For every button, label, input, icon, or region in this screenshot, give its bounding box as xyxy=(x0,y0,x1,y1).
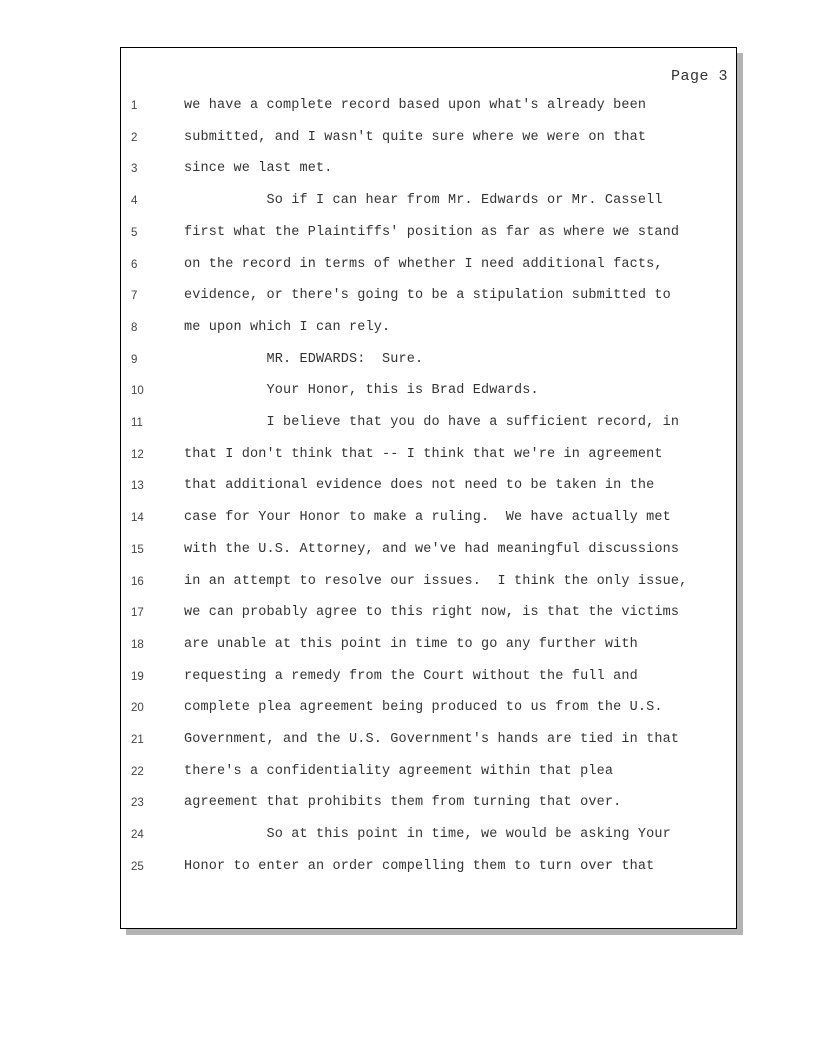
line-number: 15 xyxy=(131,543,144,556)
transcript-line xyxy=(121,415,731,435)
transcript-line xyxy=(121,510,731,530)
line-number: 20 xyxy=(131,702,144,715)
transcript-line xyxy=(121,352,731,372)
line-number: 9 xyxy=(131,353,138,366)
transcript-line xyxy=(121,98,731,118)
line-number: 21 xyxy=(131,734,144,746)
line-number: 7 xyxy=(131,290,138,303)
line-text: So if I can hear from Mr. Edwards or Mr. Cassell xyxy=(184,193,663,209)
transcript-line xyxy=(121,225,731,245)
line-number: 18 xyxy=(131,638,144,651)
line-text: we can probably agree to this right now, is that the victims xyxy=(184,605,680,621)
line-number: 2 xyxy=(131,131,138,144)
line-text: Your Honor, this is Brad Edwards. xyxy=(184,383,539,399)
transcript-line xyxy=(121,542,731,562)
line-number: 10 xyxy=(131,385,144,398)
line-text: in an attempt to resolve our issues. I think the only issue, xyxy=(184,573,688,589)
line-number: 1 xyxy=(131,100,138,112)
line-text: that additional evidence does not need to be taken in the xyxy=(184,478,655,494)
line-number: 17 xyxy=(131,607,144,620)
line-text: first what the Plaintiffs' position as far as where we stand xyxy=(184,224,680,240)
line-text: on the record in terms of whether I need additional facts, xyxy=(184,256,663,272)
line-number: 5 xyxy=(131,226,138,239)
line-number: 24 xyxy=(131,829,144,842)
line-number: 19 xyxy=(131,670,144,683)
line-text: complete plea agreement being produced to us from the U.S. xyxy=(184,700,663,716)
line-text: are unable at this point in time to go any further with xyxy=(184,636,638,652)
line-number: 11 xyxy=(131,417,143,429)
transcript-line xyxy=(121,257,731,277)
line-text: MR. EDWARDS: Sure. xyxy=(184,351,424,367)
transcript-line xyxy=(121,288,731,308)
line-text: submitted, and I wasn't quite sure where we were on that xyxy=(184,129,647,145)
line-number: 22 xyxy=(131,765,144,778)
transcript-line xyxy=(121,700,731,720)
transcript-line xyxy=(121,669,731,689)
line-number: 3 xyxy=(131,163,138,176)
transcript-line xyxy=(121,859,731,879)
transcript-line xyxy=(121,383,731,403)
transcript-line xyxy=(121,193,731,213)
transcript-line xyxy=(121,827,731,847)
line-number: 16 xyxy=(131,575,144,588)
line-number: 4 xyxy=(131,195,138,208)
line-text: So at this point in time, we would be asking Your xyxy=(184,827,671,843)
line-number: 23 xyxy=(131,797,144,810)
line-number: 6 xyxy=(131,258,138,271)
transcript-line xyxy=(121,574,731,594)
transcript-line xyxy=(121,130,731,150)
line-text: Honor to enter an order compelling them to turn over that xyxy=(184,858,655,874)
line-text: since we last met. xyxy=(184,161,333,177)
line-text: requesting a remedy from the Court without the full and xyxy=(184,668,638,684)
line-text: that I don't think that -- I think that we're in agreement xyxy=(184,446,663,462)
transcript-line xyxy=(121,637,731,657)
line-text: we have a complete record based upon what's already been xyxy=(184,98,647,113)
line-number: 13 xyxy=(131,480,144,493)
line-number: 25 xyxy=(131,860,144,873)
line-number: 12 xyxy=(131,448,144,461)
line-text: case for Your Honor to make a ruling. We have actually met xyxy=(184,510,671,526)
page-number: Page 3 xyxy=(670,68,728,85)
transcript-line xyxy=(121,161,731,181)
line-number: 8 xyxy=(131,321,138,334)
transcript-line xyxy=(121,605,731,625)
transcript-line xyxy=(121,447,731,467)
transcript-line xyxy=(121,478,731,498)
line-number: 14 xyxy=(131,512,144,525)
line-text: there's a confidentiality agreement within that plea xyxy=(184,763,614,779)
line-text: evidence, or there's going to be a stipulation submitted to xyxy=(184,288,671,304)
transcript-line xyxy=(121,732,731,752)
transcript-line xyxy=(121,764,731,784)
transcript-line xyxy=(121,320,731,340)
line-text: Government, and the U.S. Government's hands are tied in that xyxy=(184,732,680,747)
line-text: with the U.S. Attorney, and we've had meaningful discussions xyxy=(184,541,680,557)
line-text: I believe that you do have a sufficient record, in xyxy=(184,415,680,430)
line-text: me upon which I can rely. xyxy=(184,319,391,335)
transcript-line xyxy=(121,795,731,815)
line-text: agreement that prohibits them from turning that over. xyxy=(184,795,622,811)
transcript-page xyxy=(120,47,737,929)
